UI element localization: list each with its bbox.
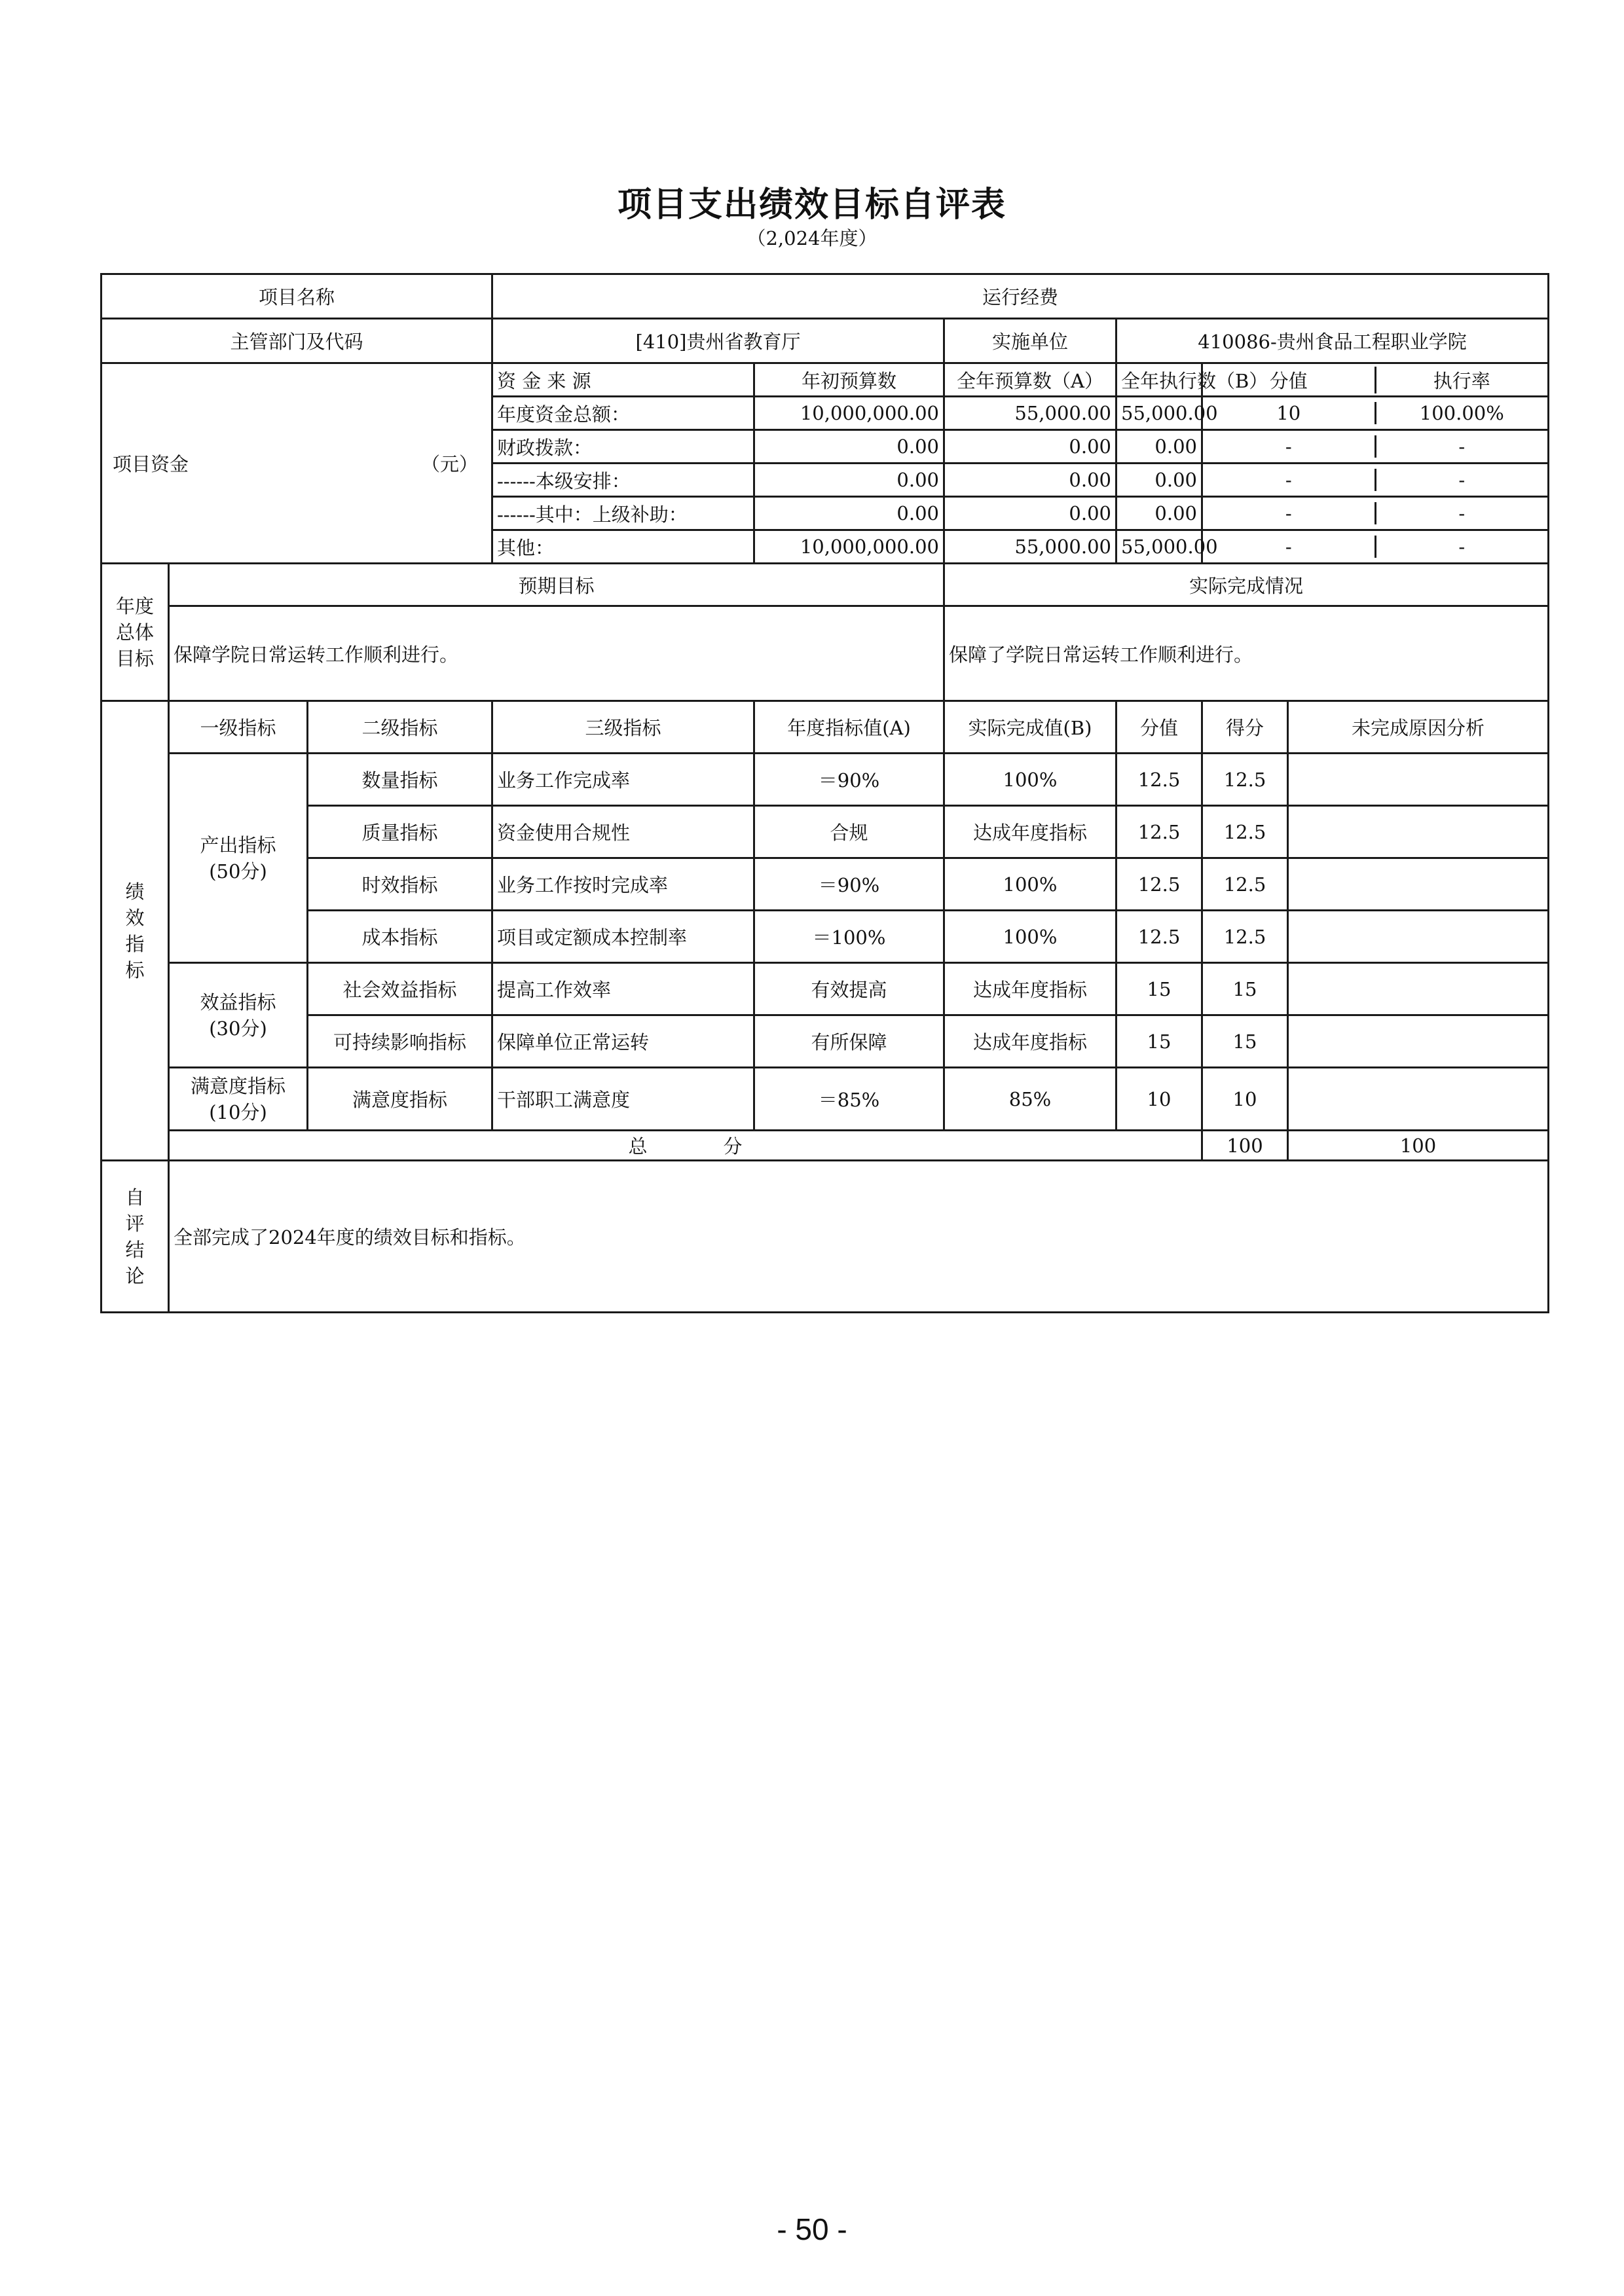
funds-annual: 0.00 [944,464,1116,497]
funds-annual: 0.00 [944,430,1116,464]
target-value: ＝90% [754,754,944,806]
level2: 时效指标 [308,858,492,911]
funds-rate: - [1458,536,1466,558]
actual-value: 85% [944,1068,1116,1131]
funds-split [1202,497,1549,530]
level1-satisfaction [169,1068,308,1131]
funds-rate: - [1458,502,1466,524]
funds-weight: - [1203,469,1376,491]
total-weight: 100 [1202,1131,1288,1161]
level3: 提高工作效率 [492,963,754,1015]
indicators-label-char: 效 [125,906,145,929]
weight: 12.5 [1116,911,1202,963]
funds-label: 项目资金 [113,453,189,475]
funds-initial: 10,000,000.00 [754,397,944,430]
weight: 12.5 [1116,754,1202,806]
indicators-header: 未完成原因分析 [1288,701,1549,754]
goals-content-row [101,606,1549,701]
funds-split [1202,464,1549,497]
score: 12.5 [1202,806,1288,858]
indicators-header: 得分 [1202,701,1288,754]
funds-header: 全年执行数（B） [1116,363,1202,397]
indicator-row [101,963,1549,1015]
target-value: ＝100% [754,911,944,963]
level3: 业务工作按时完成率 [492,858,754,911]
funds-header-split [1202,363,1549,397]
score: 15 [1202,963,1288,1015]
actual-value: 100% [944,858,1116,911]
goals-label-line: 目标 [115,647,154,670]
funds-split [1202,397,1549,430]
goals-label-line: 年度 [115,594,154,617]
funds-initial: 10,000,000.00 [754,530,944,564]
total-score: 100 [1288,1131,1549,1161]
funds-header: 分值 [1203,367,1376,393]
form-year: （2,024年度） [747,227,877,249]
conclusion-text: 全部完成了2024年度的绩效目标和指标。 [169,1161,1549,1313]
funds-source: 年度资金总额： [492,397,754,430]
conclusion-row [101,1161,1549,1313]
level3: 项目或定额成本控制率 [492,911,754,963]
weight: 12.5 [1116,858,1202,911]
funds-unit: （元） [420,453,478,475]
score: 15 [1202,1015,1288,1068]
project-name-row [101,274,1549,319]
conclusion-label [101,1161,169,1313]
goals-label-line: 总体 [115,621,154,644]
conclusion-label-char: 自 [125,1186,145,1209]
indicators-header-row [101,701,1549,754]
conclusion-label-char: 论 [125,1264,145,1287]
level1-name: 产出指标 [200,833,276,856]
score: 12.5 [1202,858,1288,911]
indicators-header: 一级指标 [169,701,308,754]
indicator-row [101,806,1549,858]
reason [1288,754,1549,806]
total-label: 总 分 [169,1131,1202,1161]
funds-header: 资 金 来 源 [492,363,754,397]
indicators-label-char: 绩 [125,880,145,903]
target-value: 有所保障 [754,1015,944,1068]
form-title: 项目支出绩效目标自评表 [617,185,1006,225]
funds-executed: 55,000.00 [1116,397,1202,430]
department-label: 主管部门及代码 [101,319,492,363]
level2: 数量指标 [308,754,492,806]
funds-header-row [101,363,1549,397]
funds-initial: 0.00 [754,497,944,530]
level1-name: 效益指标 [200,991,276,1013]
funds-executed: 0.00 [1116,430,1202,464]
indicators-label-char: 指 [125,932,145,955]
department-row [101,319,1549,363]
indicator-row [101,754,1549,806]
project-name-label: 项目名称 [101,274,492,319]
level3: 资金使用合规性 [492,806,754,858]
project-name-value: 运行经费 [492,274,1549,319]
level3: 业务工作完成率 [492,754,754,806]
goals-header-row [101,564,1549,606]
funds-header: 执行率 [1433,369,1490,392]
weight: 15 [1116,1015,1202,1068]
level2: 满意度指标 [308,1068,492,1131]
level3: 干部职工满意度 [492,1068,754,1131]
reason [1288,963,1549,1015]
weight: 12.5 [1116,806,1202,858]
department-value: [410]贵州省教育厅 [492,319,944,363]
funds-weight: - [1203,536,1376,558]
actual-value: 100% [944,754,1116,806]
self-evaluation-table [100,273,1549,1313]
funds-executed: 0.00 [1116,464,1202,497]
actual-value: 达成年度指标 [944,806,1116,858]
target-value: 有效提高 [754,963,944,1015]
target-value: ＝85% [754,1068,944,1131]
funds-initial: 0.00 [754,430,944,464]
conclusion-label-char: 评 [125,1212,145,1235]
score: 12.5 [1202,754,1288,806]
funds-annual: 0.00 [944,497,1116,530]
weight: 15 [1116,963,1202,1015]
funds-annual: 55,000.00 [944,397,1116,430]
weight: 10 [1116,1068,1202,1131]
level1-name: 满意度指标 [190,1074,286,1097]
conclusion-label-char: 结 [125,1238,145,1261]
indicators-header: 二级指标 [308,701,492,754]
funds-executed: 0.00 [1116,497,1202,530]
reason [1288,911,1549,963]
funds-header: 全年预算数（A） [944,363,1116,397]
funds-header: 年初预算数 [754,363,944,397]
funds-split [1202,430,1549,464]
funds-source: 财政拨款： [492,430,754,464]
funds-source: ------本级安排： [492,464,754,497]
actual-result-header: 实际完成情况 [944,564,1549,606]
funds-label-cell [101,363,492,564]
indicators-header: 三级指标 [492,701,754,754]
score: 10 [1202,1068,1288,1131]
actual-value: 100% [944,911,1116,963]
indicators-header: 分值 [1116,701,1202,754]
expected-goal-header: 预期目标 [169,564,944,606]
indicator-row [101,858,1549,911]
indicators-header: 年度指标值(A) [754,701,944,754]
actual-value: 达成年度指标 [944,1015,1116,1068]
page-number: - 50 - [777,2212,847,2246]
level1-output [169,754,308,963]
implementer-label: 实施单位 [944,319,1116,363]
funds-source: ------其中：上级补助： [492,497,754,530]
reason [1288,806,1549,858]
funds-weight: - [1203,502,1376,524]
level1-score: (50分) [209,860,267,883]
level1-score: (30分) [209,1017,267,1040]
target-value: 合规 [754,806,944,858]
score: 12.5 [1202,911,1288,963]
funds-split [1202,530,1549,564]
level1-score: (10分) [209,1101,267,1123]
level2: 成本指标 [308,911,492,963]
reason [1288,1068,1549,1131]
funds-initial: 0.00 [754,464,944,497]
funds-source: 其他： [492,530,754,564]
actual-result-text: 保障了学院日常运转工作顺利进行。 [944,606,1549,701]
funds-rate: - [1458,435,1466,458]
actual-value: 达成年度指标 [944,963,1116,1015]
level2: 可持续影响指标 [308,1015,492,1068]
expected-goal-text: 保障学院日常运转工作顺利进行。 [169,606,944,701]
funds-weight: - [1203,435,1376,458]
funds-rate: 100.00% [1419,402,1504,424]
funds-rate: - [1458,469,1466,491]
indicator-row [101,1015,1549,1068]
reason [1288,1015,1549,1068]
level2: 社会效益指标 [308,963,492,1015]
total-row [101,1131,1549,1161]
target-value: ＝90% [754,858,944,911]
implementer-value: 410086-贵州食品工程职业学院 [1116,319,1549,363]
indicators-header: 实际完成值(B) [944,701,1116,754]
indicator-row [101,911,1549,963]
level3: 保障单位正常运转 [492,1015,754,1068]
indicators-label [101,701,169,1161]
level2: 质量指标 [308,806,492,858]
indicators-label-char: 标 [125,958,145,981]
goals-label [101,564,169,701]
reason [1288,858,1549,911]
funds-executed: 55,000.00 [1116,530,1202,564]
level1-benefit [169,963,308,1068]
funds-weight: 10 [1203,402,1376,424]
indicator-row [101,1068,1549,1131]
funds-annual: 55,000.00 [944,530,1116,564]
